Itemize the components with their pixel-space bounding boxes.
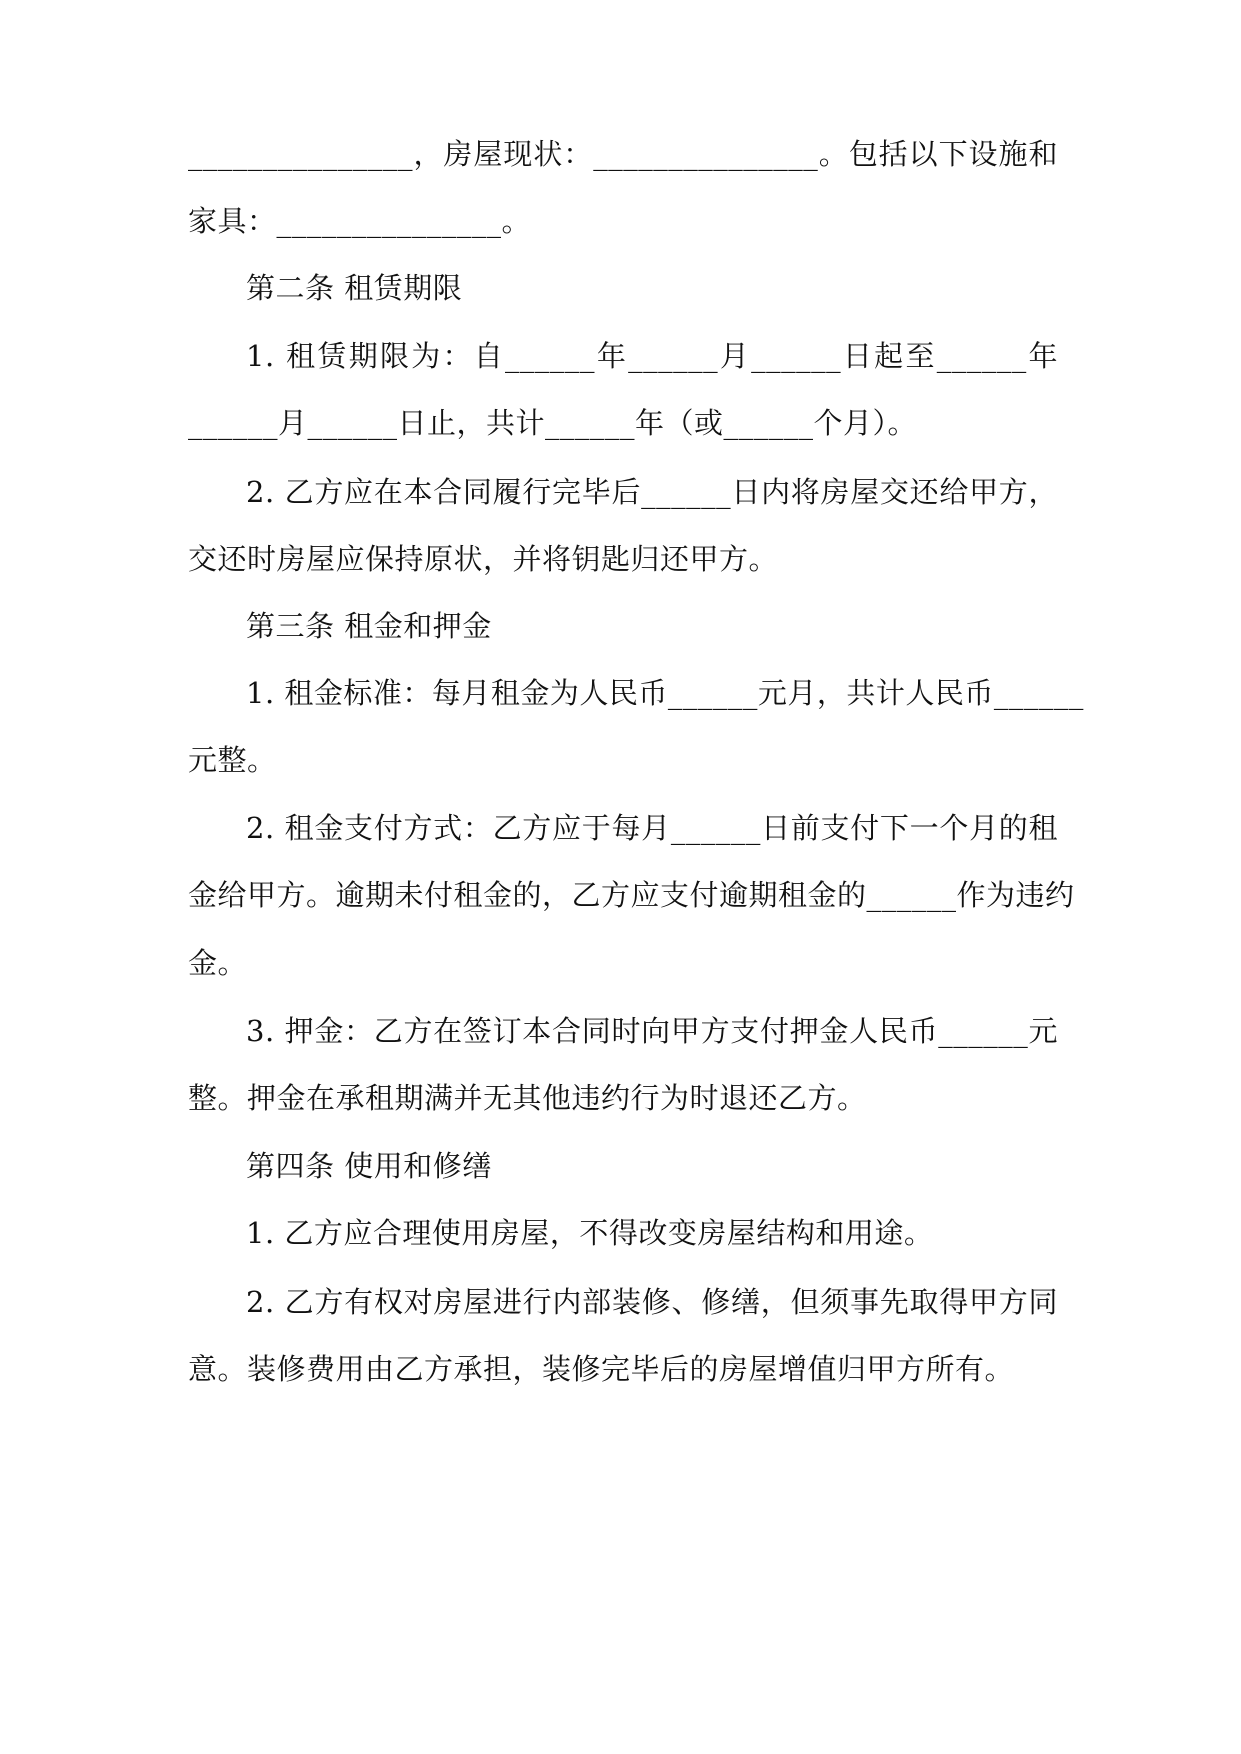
text-line: 交还时房屋应保持原状，并将钥匙归还甲方。 xyxy=(188,542,779,576)
text-line: 意。装修费用由乙方承担，装修完毕后的房屋增值归甲方所有。 xyxy=(188,1352,1015,1386)
clause-line: 1. 乙方应合理使用房屋，不得改变房屋结构和用途。 xyxy=(246,1216,934,1250)
text-line: 金给甲方。逾期未付租金的，乙方应支付逾期租金的______作为违约 xyxy=(188,878,1075,912)
clause-line: 2. 乙方有权对房屋进行内部装修、修缮，但须事先取得甲方同 xyxy=(246,1285,1058,1319)
clause-line: 2. 乙方应在本合同履行完毕后______日内将房屋交还给甲方， xyxy=(246,475,1058,509)
text-line: 整。押金在承租期满并无其他违约行为时退还乙方。 xyxy=(188,1081,867,1115)
clause-line: 2. 租金支付方式：乙方应于每月______日前支付下一个月的租 xyxy=(246,811,1058,845)
text-line: _______________，房屋现状：_______________。包括以下设施和 xyxy=(188,137,1058,171)
text-line: 家具：_______________。 xyxy=(188,204,532,238)
section-heading: 第三条 租金和押金 xyxy=(246,609,492,643)
clause-line: 1. 租金标准：每月租金为人民币______元月，共计人民币______ xyxy=(246,676,1084,710)
text-line: 金。 xyxy=(188,946,248,980)
section-heading: 第四条 使用和修缮 xyxy=(246,1149,492,1183)
clause-line: 3. 押金：乙方在签订本合同时向甲方支付押金人民币______元 xyxy=(246,1014,1058,1048)
text-line: 元整。 xyxy=(188,743,277,777)
text-line: ______月______日止，共计______年（或______个月）。 xyxy=(188,406,918,440)
clause-line: 1. 租赁期限为：自______年______月______日起至______年 xyxy=(246,339,1058,373)
section-heading: 第二条 租赁期限 xyxy=(246,271,463,305)
